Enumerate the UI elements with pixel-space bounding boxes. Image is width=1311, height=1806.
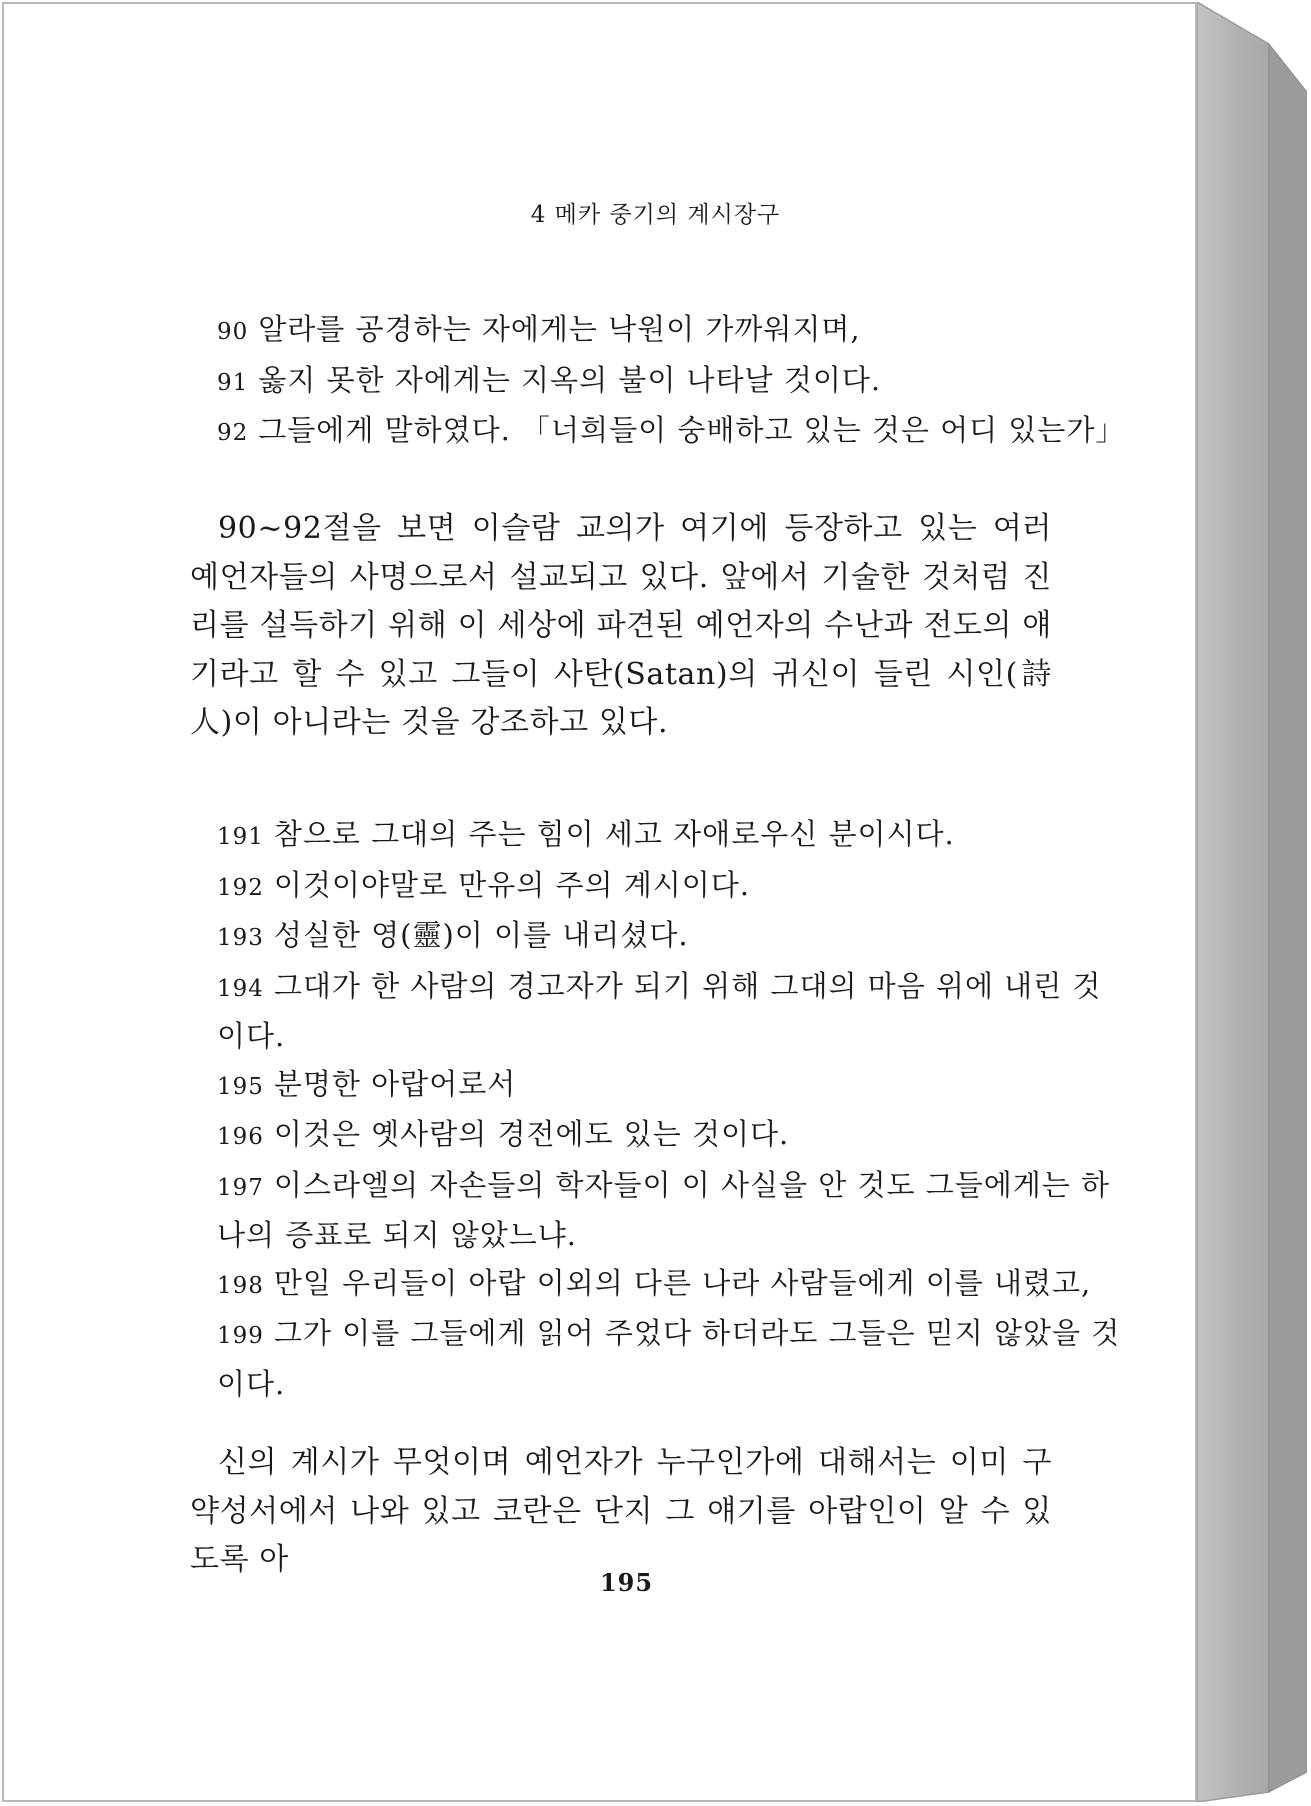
verse-number: 92: [217, 420, 249, 446]
verse-line: [217, 963, 1102, 1014]
verse-number: 194: [217, 975, 264, 1002]
verse-group-a: [217, 306, 1126, 458]
paragraph-text: 90~92절을 보면 이슬람 교의가 여기에 등장하고 있는 여러 예언자들의 사명으로서 설교되고 있다. 앞에서 기술한 것처럼 진리를 설득하기 위해 이 세상에 파견된 예언자의 수난과 전도의 얘기라고 할 수 있고 그들이 사탄(Satan)의 귀신이 들린 시인(詩人)이 아니라는 것을 강조하고 있다.: [190, 511, 1052, 740]
verse-line: [217, 1111, 1047, 1162]
verse-number: 197: [217, 1174, 264, 1201]
verse-line: [217, 811, 1047, 862]
verse-text: 그들에게 말하였다. 「너희들이 숭배하고 있는 것은 어디 있는가」: [258, 413, 1126, 447]
verse-text: 이것은 옛사람의 경전에도 있는 것이다.: [273, 1117, 790, 1151]
verse-number: 198: [217, 1272, 264, 1299]
verse-text: 분명한 아랍어로서: [273, 1066, 517, 1101]
verse-group-b: [217, 811, 1121, 1408]
verse-text: 이것이야말로 만유의 주의 계시이다.: [273, 867, 750, 902]
verse-text: 성실한 영(靈)이 이를 내리셨다.: [273, 918, 689, 952]
commentary-paragraph-2: [190, 1439, 1052, 1585]
verse-line: [217, 1061, 1047, 1112]
verse-continuation: 나의 증표로 되지 않았느냐.: [217, 1218, 578, 1252]
commentary-paragraph-1: [190, 505, 1052, 748]
verse-line: [217, 1162, 1111, 1213]
verse-text: 이스라엘의 자손들의 학자들이 이 사실을 안 것도 그들에게는 하: [273, 1167, 1111, 1202]
verse-line: [217, 912, 1047, 963]
running-head: [0, 196, 1311, 229]
verse-number: 196: [217, 1124, 264, 1150]
page-number-text: 195: [599, 1568, 654, 1597]
verse-text: 옳지 못한 자에게는 지옥의 불이 나타날 것이다.: [258, 362, 882, 397]
page-number: [0, 1568, 1311, 1597]
verse-text: 참으로 그대의 주는 힘이 세고 자애로우신 분이시다.: [273, 817, 955, 851]
verse-line: [217, 306, 1047, 357]
verse-text: 그대가 한 사람의 경고자가 되기 위해 그대의 마음 위에 내린 것: [273, 968, 1102, 1003]
verse-number: 91: [217, 369, 249, 396]
verse-continuation: 이다.: [217, 1019, 286, 1053]
verse-text: 만일 우리들이 아랍 이외의 다른 나라 사람들에게 이를 내렸고,: [273, 1265, 1092, 1300]
verse-number: 191: [217, 824, 264, 850]
verse-line: [217, 1310, 1121, 1361]
verse-number: 192: [217, 874, 264, 901]
verse-text: 그가 이를 그들에게 읽어 주었다 하더라도 그들은 믿지 않았을 것: [273, 1316, 1121, 1350]
verse-line: [217, 357, 1047, 408]
verse-text: 알라를 공경하는 자에게는 낙원이 가까워지며,: [258, 312, 861, 346]
verse-number: 90: [217, 319, 249, 345]
running-head-text: 4 메카 중기의 계시장구: [530, 202, 781, 228]
paragraph-text: 신의 계시가 무엇이며 예언자가 누구인가에 대해서는 이미 구약성서에서 나와 있고 코란은 단지 그 얘기를 아랍인이 알 수 있도록 아: [190, 1445, 1052, 1577]
verse-number: 195: [217, 1073, 264, 1100]
verse-line: [217, 862, 1047, 913]
verse-line: [217, 407, 1126, 458]
verse-continuation: 이다.: [217, 1366, 286, 1401]
page-edge: [1197, 2, 1307, 1802]
verse-line: [217, 1260, 1092, 1311]
verse-number: 193: [217, 925, 264, 951]
verse-number: 199: [217, 1323, 264, 1349]
